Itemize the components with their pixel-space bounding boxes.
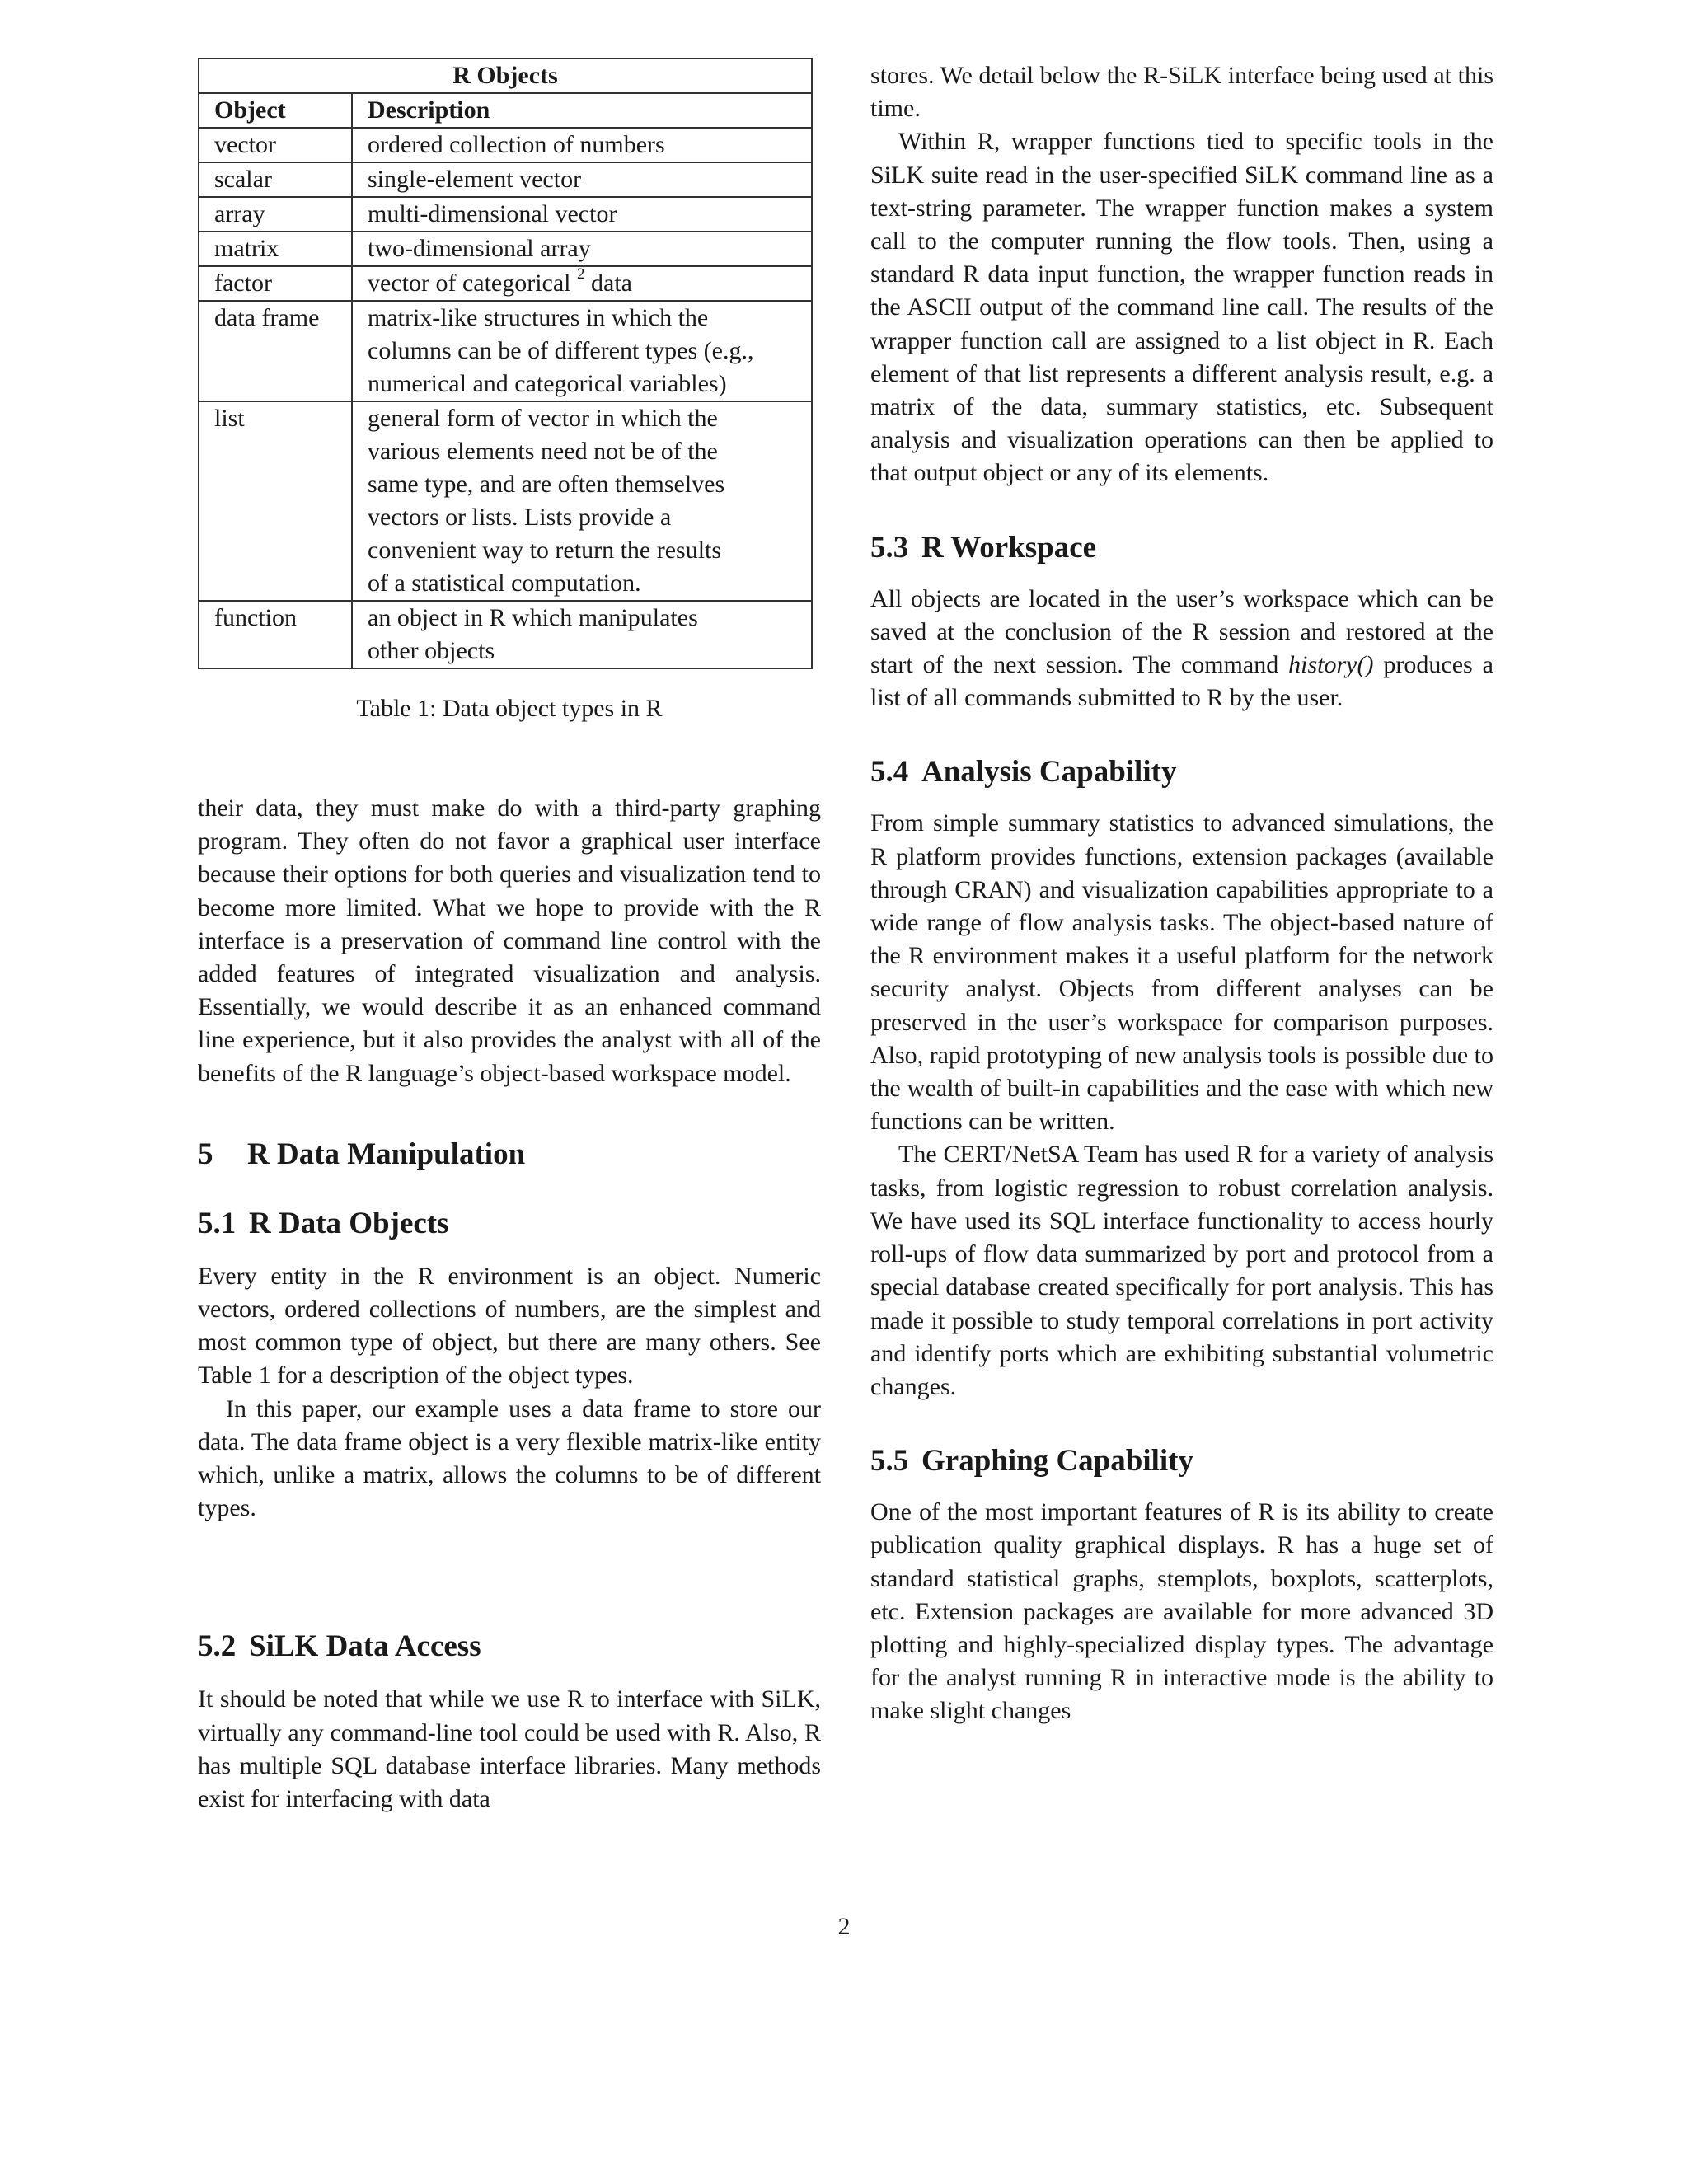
table-cell-description [352,162,812,197]
description-line: general form of vector in which the [368,405,718,432]
table-cell-object: array [199,197,352,232]
table-row [199,301,812,401]
body-paragraph: One of the most important features of R is its ability to create publication quality graphical displays. R has a huge set of standard statistical graphs, stemplots, boxplots, scatterplots, etc. Extension packages are available for more advanced 3D plotting and highly-specialized display types. The advantage for the analyst running R in interactive mode is the ability to make slight changes [870,1498,1493,1725]
section-number: 5.1 [198,1206,237,1240]
body-paragraph: Within R, wrapper functions tied to specific tools in the SiLK suite read in the user-specified SiLK command line as a text-string parameter. The wrapper function makes a system call to the computer running the flow tools. Then, using a standard R data input function, the wrapper function reads in the ASCII output of the command line call. The results of the wrapper function call are assigned to a list object in R. Each element of that list represents a different analysis result, e.g. a matrix of the data, summary statistics, etc. Subsequent analysis and visualization operations can then be applied to that output object or any of its elements. [870,128,1493,487]
section-number: 5.5 [870,1444,909,1479]
subsection-heading [870,530,1493,566]
body-paragraph: The CERT/NetSA Team has used R for a variety of analysis tasks, from logistic regression to robust correlation analysis. We have used its SQL interface functionality to access hourly roll-ups of flow data summarized by port and protocol from a special database created specifically for port analysis. This has made it possible to study temporal correlations in port activity and identify ports which are exhibiting substantial volumetric changes. [870,1141,1493,1400]
table-cell-object: function [199,601,352,668]
table-cell-object: vector [199,128,352,162]
table-cell-description [352,266,812,301]
table-row [199,197,812,232]
table-cell-object: scalar [199,162,352,197]
table-row [199,401,812,601]
description-line: ordered collection of numbers [368,131,665,158]
description-line: various elements need not be of the [368,438,718,465]
body-paragraph: In this paper, our example uses a data frame to store our data. The data frame object is a very flexible matrix-like entity which, unlike a matrix, allows the columns to be of different types. [198,1394,821,1522]
body-paragraph: It should be noted that while we use R to interface with SiLK, virtually any command-line tool could be used with R. Also, R has multiple SQL database interface libraries. Many methods exist for interfacing with data [198,1685,821,1813]
footnote-marker: 2 [577,265,585,283]
subsection-heading [198,1629,821,1665]
section-heading [198,1137,821,1173]
description-line: vectors or lists. Lists provide a [368,504,672,531]
table-row [199,128,812,162]
table-header-description: Description [352,93,812,128]
table-row [199,601,812,668]
table-cell-description [352,301,812,401]
body-text: produces a list of all commands submitted to R by the user. [870,651,1493,712]
r-objects-table [198,58,813,669]
section-number: 5.4 [870,755,909,790]
section-title: Analysis Capability [921,755,1177,790]
description-text: vector of categorical [368,269,578,297]
description-line: same type, and are often themselves [368,471,725,498]
section-title: R Data Objects [249,1206,449,1240]
description-line: convenient way to return the results [368,537,722,564]
table-header-object: Object [199,93,352,128]
body-paragraph: From simple summary statistics to advanced simulations, the R platform provides functions, extension packages (available through CRAN) and visualization capabilities appropriate to a wide range of flow analysis tasks. The object-based nature of the R environment makes it a useful platform for the network security analyst. Objects from different analyses can be preserved in the user’s workspace for comparison purposes. Also, rapid prototyping of new analysis tools is possible due to the wealth of built-in capabilities and the ease with which new functions can be written. [870,809,1493,1136]
description-line: of a statistical computation. [368,569,641,597]
table-cell-object: matrix [199,232,352,266]
table-cell-description [352,601,812,668]
table-cell-object: factor [199,266,352,301]
table-row [199,162,812,197]
table-caption: Table 1: Data object types in R [356,695,663,722]
description-line: two-dimensional array [368,235,591,262]
table-cell-description [352,401,812,601]
subsection-heading [198,1206,821,1242]
body-text: All objects are located in the user’s workspace which can be saved at the conclusion of the R session and restored at the start of the next session. The command [870,584,1493,679]
section-title: R Workspace [921,530,1097,565]
table-row [199,266,812,301]
table-title: R Objects [199,59,812,93]
section-number: 5.3 [870,530,909,565]
body-paragraph: their data, they must make do with a third-party graphing program. They often do not favor a graphical user interface because their options for both queries and visualization tend to become more limited. What we hope to provide with the R interface is a preservation of command line control with the added features of integrated visualization and analysis. Essentially, we would describe it as an enhanced command line experience, but it also provides the analyst with all of the benefits of the R language’s object-based workspace model. [198,794,821,1087]
table-cell-object: list [199,401,352,601]
body-paragraph [870,583,1493,715]
table-row [199,232,812,266]
description-line: matrix-like structures in which the [368,304,709,331]
section-number: 5.2 [198,1629,237,1664]
page-number: 2 [837,1913,851,1940]
section-title: Graphing Capability [921,1444,1194,1479]
body-paragraph: Every entity in the R environment is an object. Numeric vectors, ordered collections of numbers, are the simplest and most common type of object, but there are many others. See Table 1 for a description of the object types. [198,1262,821,1390]
section-title: R Data Manipulation [247,1137,526,1171]
description-line: single-element vector [368,166,582,193]
section-title: SiLK Data Access [249,1629,481,1664]
table-cell-description [352,128,812,162]
description-line: columns can be of different types (e.g., [368,337,754,364]
description-line: other objects [368,637,495,664]
description-line: an object in R which manipulates [368,604,698,631]
description-text: data [584,269,632,297]
right-column [870,59,1493,1728]
description-line: multi-dimensional vector [368,200,617,227]
body-paragraph: stores. We detail below the R-SiLK interface being used at this time. [870,62,1493,123]
section-number: 5 [198,1137,213,1171]
description-line: numerical and categorical variables) [368,370,727,397]
table-cell-object: data frame [199,301,352,401]
subsection-heading [870,1443,1493,1479]
left-column [198,58,821,1816]
subsection-heading [870,754,1493,790]
code-term: history() [1288,651,1374,679]
table-cell-description [352,232,812,266]
table-cell-description [352,197,812,232]
